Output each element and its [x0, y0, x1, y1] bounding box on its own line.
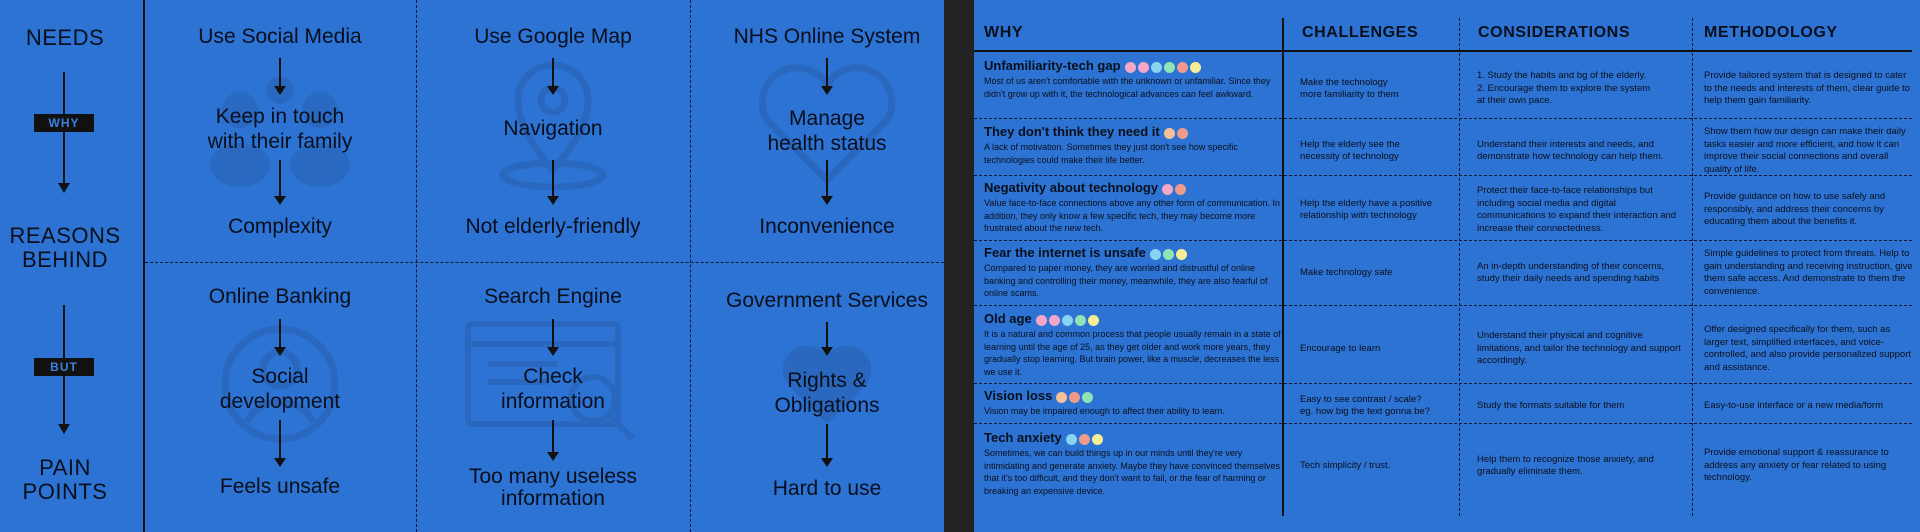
methodology-cell: Offer designed specifically for them, such as larger text, simplified interfaces, and voice-controlled, and also provide personalized support and assistance.	[1704, 324, 1912, 373]
why-title-text: They don't think they need it	[984, 124, 1160, 139]
reason-text: Check information	[501, 365, 605, 413]
why-title	[984, 388, 1095, 404]
why-title	[984, 311, 1101, 327]
why-title	[984, 124, 1190, 140]
need-cell	[692, 0, 944, 262]
row-divider	[974, 118, 1912, 119]
pain-text: Hard to use	[772, 477, 882, 500]
tag-dot	[1088, 315, 1099, 326]
column-divider-1	[416, 0, 417, 532]
consideration-cell: Help them to recognize those anxiety, and gradually eliminate them.	[1477, 453, 1654, 477]
why-title-text: Old age	[984, 311, 1032, 326]
reason-to-pain-connector	[552, 160, 554, 198]
why-description: Value face-to-face connections above any other form of communication. In addition, they only know a few specific tech, they may become more frustrated about the new tech.	[984, 198, 1280, 233]
reason-text: Rights & Obligations	[774, 369, 880, 417]
challenge-cell: Help the elderly have a positive relationship with technology	[1300, 197, 1433, 221]
consideration-cell: Protect their face-to-face relationships but including social media and digital communications to expand their interaction and increase their connectedness.	[1477, 185, 1677, 234]
tag-dot	[1075, 315, 1086, 326]
needs-diagram-panel	[0, 0, 944, 532]
tag-dot	[1164, 62, 1175, 73]
need-to-reason-connector	[826, 322, 828, 349]
tag-dot	[1092, 434, 1103, 445]
why-title	[984, 58, 1203, 74]
tag-dot	[1036, 315, 1047, 326]
tag-dot	[1069, 392, 1080, 403]
tag-dot	[1125, 62, 1136, 73]
why-title-text: Fear the internet is unsafe	[984, 245, 1146, 260]
header-challenges: CHALLENGES	[1302, 24, 1419, 41]
reason-text: Social development	[219, 365, 341, 413]
consideration-cell: 1. Study the habits and bg of the elderly. 2. Encourage them to explore the system at their own pace.	[1477, 70, 1651, 106]
challenge-cell: Easy to see contrast / scale? eg. how big the text gonna be?	[1300, 393, 1430, 417]
column-divider-2	[690, 0, 691, 532]
tag-dots	[1162, 181, 1188, 196]
consideration-cell: An in-depth understanding of their concerns, study their daily needs and spending habits	[1477, 260, 1664, 284]
need-cell	[145, 0, 415, 262]
row-divider	[974, 305, 1912, 306]
methodology-cell: Simple guidelines to protect from threats. Help to gain understanding and receiving instruction, give them safe access. And demonstrate to them the convenience.	[1704, 248, 1913, 297]
why-tag: WHY	[34, 114, 94, 132]
why-title	[984, 245, 1189, 261]
tag-dot	[1177, 62, 1188, 73]
column-divider-considerations	[1692, 18, 1693, 516]
tag-dot	[1175, 184, 1186, 195]
tag-dot	[1062, 315, 1073, 326]
need-title: NHS Online System	[733, 25, 921, 48]
tag-dots	[1066, 431, 1105, 446]
why-description: Vision may be impaired enough to affect their ability to learn.	[984, 406, 1225, 416]
need-cell	[692, 264, 944, 532]
need-to-reason-connector	[552, 58, 554, 88]
need-title: Search Engine	[484, 285, 622, 308]
tag-dots	[1150, 246, 1189, 261]
connector-arrowhead	[821, 86, 833, 95]
header-methodology: METHODOLOGY	[1704, 24, 1838, 41]
methodology-cell: Provide emotional support & reassurance to address any anxiety or fear related to using technology.	[1704, 447, 1889, 483]
tag-dot	[1138, 62, 1149, 73]
tag-dot	[1176, 249, 1187, 260]
reasons-arrowhead	[58, 424, 70, 434]
row-divider	[974, 240, 1912, 241]
column-divider-challenges	[1459, 18, 1460, 516]
reason-to-pain-connector	[826, 424, 828, 460]
challenge-cell: Help the elderly see the necessity of technology	[1300, 138, 1400, 162]
needs-label: NEEDS	[25, 25, 105, 50]
row-divider	[974, 423, 1912, 424]
tag-dot	[1049, 315, 1060, 326]
why-description: Sometimes, we can build things up in our minds until they're very intimidating and generate anxiety. Maybe they have convinced themselves that it's too difficult, and they don't want to fail, or the fear of harming or breaking an expensive device.	[984, 448, 1281, 496]
methodology-cell: Show them how our design can make their daily tasks easier and more efficient, and how it can improve their social connections and overall quality of life.	[1704, 126, 1906, 175]
pain-text: Not elderly-friendly	[465, 215, 641, 238]
pain-points-label: PAIN POINTS	[22, 455, 108, 504]
why-description: It is a natural and common process that people usually remain in a state of learning until the age of 25, as they get older and work more years, they gradually stop learning. But brain power, like a muscle, decreases the less we use it.	[984, 329, 1281, 377]
tag-dot	[1056, 392, 1067, 403]
methodology-cell: Provide guidance on how to use safely and responsibly, and address their concerns by educating them about the benefits it.	[1704, 191, 1886, 227]
tag-dot	[1082, 392, 1093, 403]
tag-dot	[1163, 249, 1174, 260]
consideration-cell: Study the formats suitable for them	[1477, 399, 1625, 411]
pain-text: Complexity	[228, 215, 332, 238]
need-title: Use Google Map	[474, 25, 632, 48]
why-description: Most of us aren't comfortable with the unknown or unfamiliar. Since they didn't grow up with it, the technological advances can feel awkward.	[984, 76, 1271, 99]
reasons-behind-label: REASONS BEHIND	[9, 223, 121, 272]
row-divider	[145, 262, 944, 263]
tag-dot	[1151, 62, 1162, 73]
tag-dots	[1036, 312, 1101, 327]
tag-dot	[1164, 128, 1175, 139]
consideration-cell: Understand their physical and cognitive limitations, and tailor the technology and support accordingly.	[1477, 330, 1681, 366]
why-description: Compared to paper money, they are worried and distrustful of online banking and controlling their money, meanwhile, they are also fearful of online scams.	[984, 263, 1268, 298]
tag-dots	[1125, 59, 1203, 74]
tag-dots	[1164, 125, 1190, 140]
reason-text: Navigation	[503, 117, 603, 140]
why-description: A lack of motivation. Sometimes they just don't see how specific technologies could make their life better.	[984, 142, 1238, 165]
reason-to-pain-connector	[279, 160, 281, 198]
why-title	[984, 430, 1105, 446]
tag-dot	[1066, 434, 1077, 445]
connector-arrowhead	[274, 196, 286, 205]
need-to-reason-connector	[279, 58, 281, 88]
connector-arrowhead	[547, 452, 559, 461]
but-tag: BUT	[34, 358, 94, 376]
tag-dots	[1056, 389, 1095, 404]
why-title-text: Vision loss	[984, 388, 1053, 403]
reason-to-pain-connector	[279, 420, 281, 460]
challenge-cell: Encourage to learn	[1300, 342, 1381, 354]
connector-arrowhead	[274, 458, 286, 467]
methodology-cell: Easy-to-use interface or a new media/form	[1704, 399, 1883, 411]
need-title: Government Services	[726, 289, 928, 312]
connector-arrowhead	[547, 196, 559, 205]
tag-dot	[1150, 249, 1161, 260]
row-divider	[974, 383, 1912, 384]
tag-dot	[1190, 62, 1201, 73]
methodology-cell: Provide tailored system that is designed to cater to the needs and interests of them, clear guide to help them gain familiarity.	[1704, 70, 1910, 106]
pain-text: Too many useless information	[468, 465, 638, 510]
why-title-text: Negativity about technology	[984, 180, 1159, 195]
connector-arrowhead	[821, 458, 833, 467]
connector-arrowhead	[547, 86, 559, 95]
header-considerations: CONSIDERATIONS	[1478, 24, 1631, 41]
challenge-cell: Tech simplicity / trust.	[1300, 459, 1391, 471]
reason-to-pain-connector	[826, 160, 828, 198]
need-cell	[418, 0, 688, 262]
why-table-panel	[974, 0, 1920, 532]
consideration-cell: Understand their interests and needs, and demonstrate how technology can help them.	[1477, 138, 1664, 162]
need-to-reason-connector	[826, 58, 828, 88]
reason-text: Manage health status	[767, 107, 887, 155]
tag-dot	[1162, 184, 1173, 195]
needs-arrowhead	[58, 183, 70, 193]
reason-text: Keep in touch with their family	[207, 105, 353, 153]
need-cell	[418, 264, 688, 532]
need-title: Use Social Media	[198, 25, 362, 48]
need-to-reason-connector	[279, 319, 281, 349]
reason-to-pain-connector	[552, 420, 554, 454]
connector-arrowhead	[274, 86, 286, 95]
connector-arrowhead	[274, 347, 286, 356]
pain-text: Inconvenience	[759, 215, 895, 238]
need-title: Online Banking	[208, 285, 352, 308]
need-cell	[145, 264, 415, 532]
need-to-reason-connector	[552, 319, 554, 349]
tag-dot	[1177, 128, 1188, 139]
connector-arrowhead	[547, 347, 559, 356]
header-divider	[974, 50, 1912, 52]
connector-arrowhead	[821, 347, 833, 356]
tag-dot	[1079, 434, 1090, 445]
challenge-cell: Make the technology more familiarity to them	[1300, 76, 1399, 100]
pain-text: Feels unsafe	[219, 475, 341, 498]
why-title-text: Tech anxiety	[984, 430, 1062, 445]
challenge-cell: Make technology safe	[1300, 266, 1393, 278]
why-title-text: Unfamiliarity-tech gap	[984, 58, 1121, 73]
why-title	[984, 180, 1188, 196]
connector-arrowhead	[821, 196, 833, 205]
header-why: WHY	[984, 24, 1024, 41]
